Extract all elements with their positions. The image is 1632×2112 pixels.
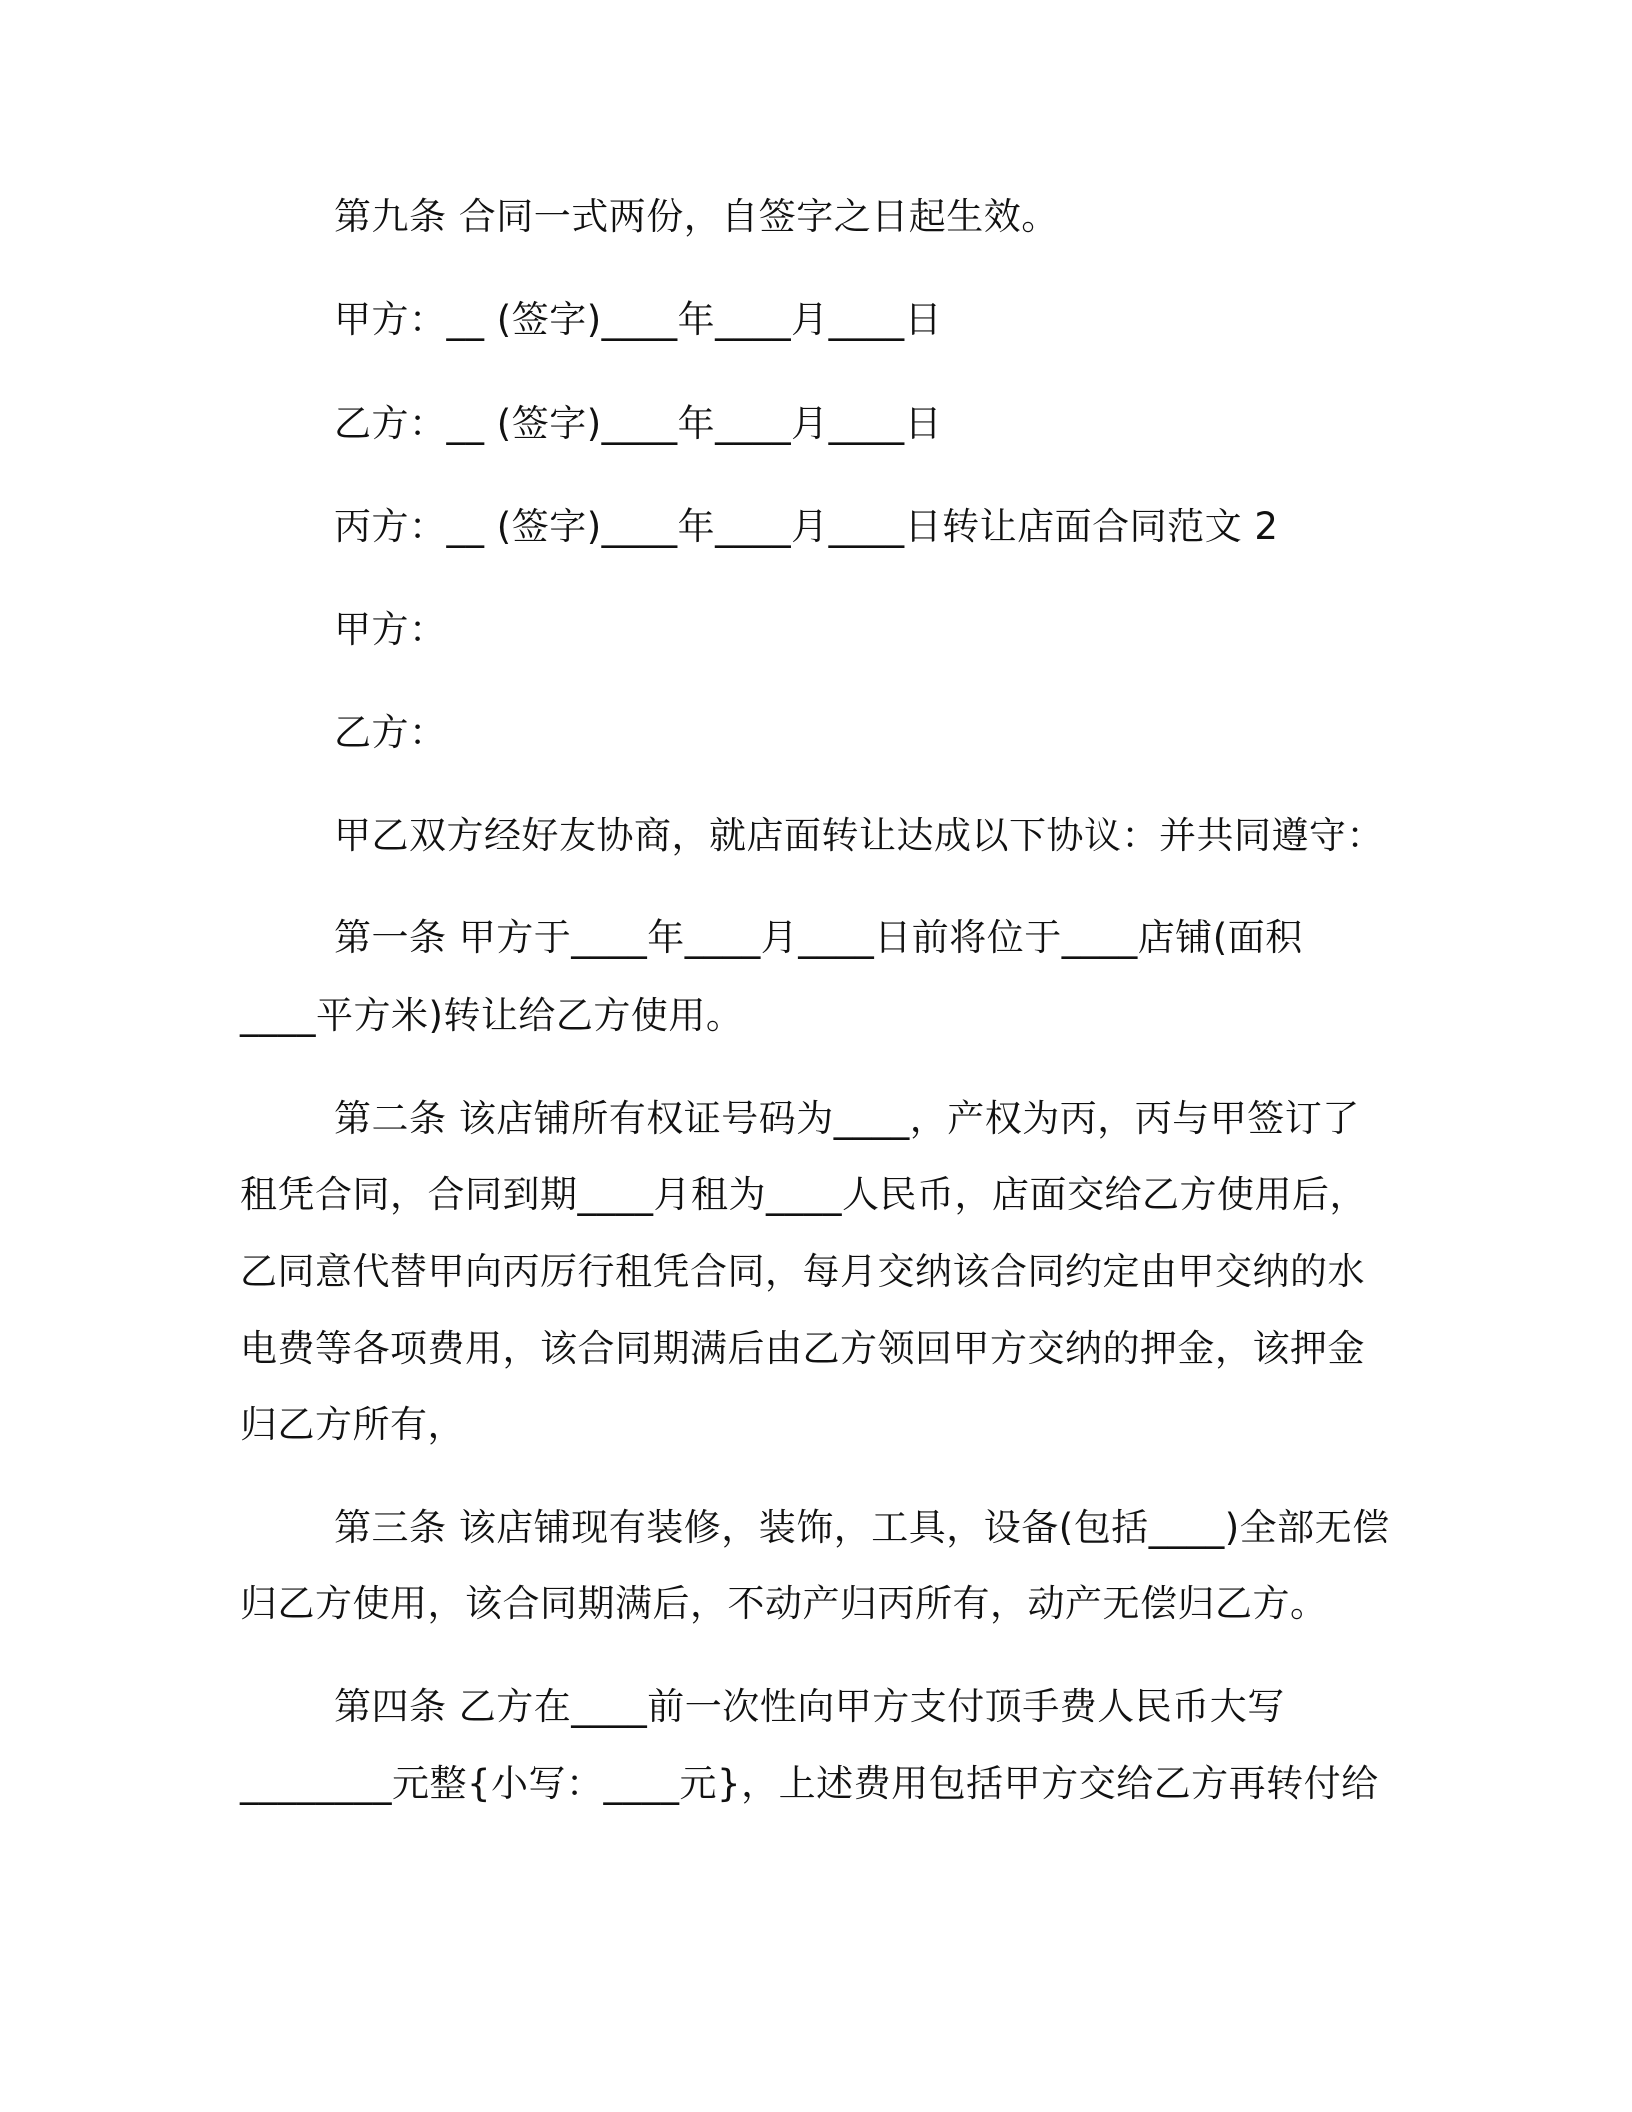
agreement-intro-line: 甲乙双方经好友协商，就店面转让达成以下协议：并共同遵守： [334, 814, 1384, 857]
clause-1-line-1: 第一条 甲方于____年____月____日前将位于____店铺(面积 [334, 916, 1303, 959]
clause-3-line-1: 第三条 该店铺现有装修，装饰，工具，设备(包括____)全部无偿 [334, 1506, 1390, 1549]
party-b-signature-line: 乙方：__ (签字)____年____月____日 [334, 402, 943, 445]
clause-2-line-3: 乙同意代替甲向丙厉行租凭合同，每月交纳该合同约定由甲交纳的水 [240, 1250, 1365, 1293]
clause-1-line-2: ____平方米)转让给乙方使用。 [240, 994, 744, 1037]
clause-4-line-1: 第四条 乙方在____前一次性向甲方支付顶手费人民币大写 [334, 1685, 1285, 1728]
party-c-signature-line: 丙方：__ (签字)____年____月____日转让店面合同范文 2 [334, 505, 1279, 548]
clause-4-line-2: ________元整{小写：____元}，上述费用包括甲方交给乙方再转付给 [240, 1762, 1379, 1805]
party-a-signature-line: 甲方：__ (签字)____年____月____日 [334, 298, 943, 341]
clause-2-line-5: 归乙方所有， [240, 1403, 465, 1446]
clause-9-line: 第九条 合同一式两份，自签字之日起生效。 [334, 195, 1059, 238]
clause-2-line-4: 电费等各项费用，该合同期满后由乙方领回甲方交纳的押金，该押金 [240, 1327, 1365, 1370]
clause-2-line-1: 第二条 该店铺所有权证号码为____，产权为丙，丙与甲签订了 [334, 1097, 1360, 1140]
party-b-label: 乙方： [334, 711, 447, 754]
party-a-label: 甲方： [334, 608, 447, 651]
clause-3-line-2: 归乙方使用，该合同期满后，不动产归丙所有，动产无偿归乙方。 [240, 1582, 1328, 1625]
clause-2-line-2: 租凭合同，合同到期____月租为____人民币，店面交给乙方使用后， [240, 1173, 1367, 1216]
